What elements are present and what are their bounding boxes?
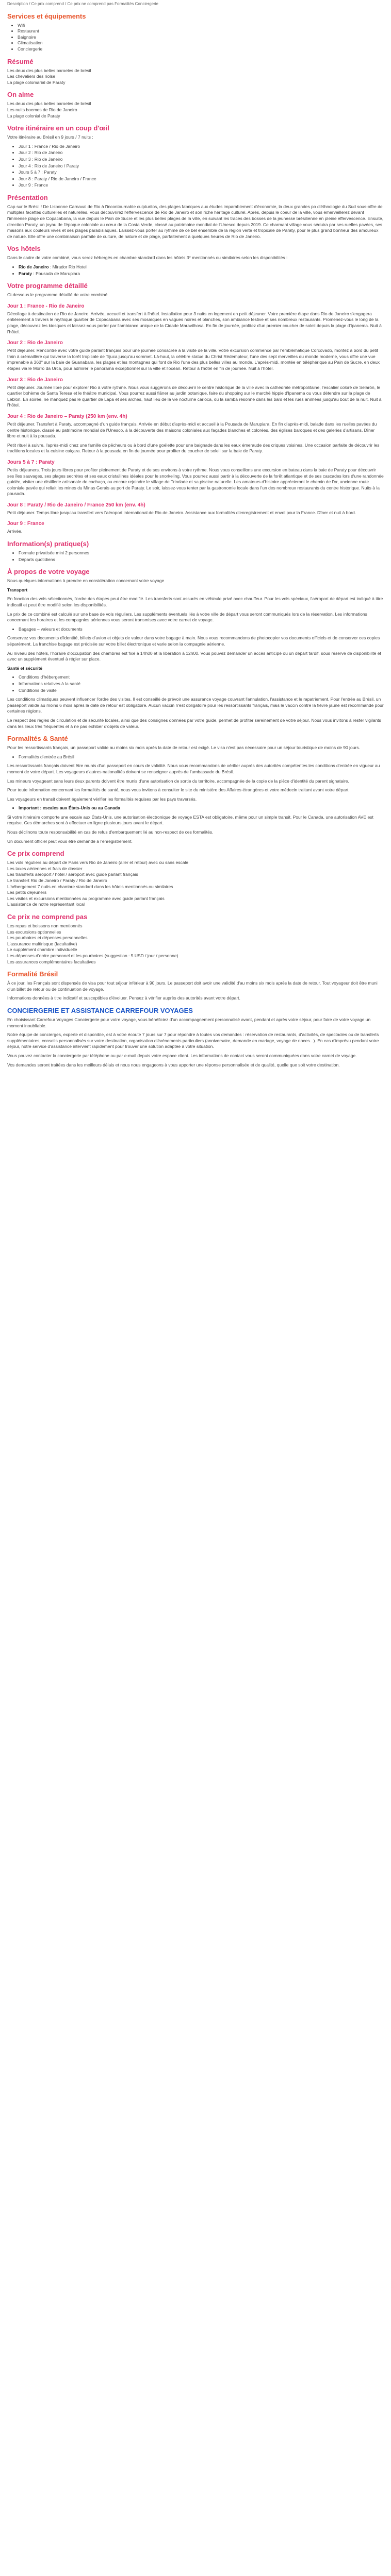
apropos-item: • Bagages – valeurs et documents <box>19 626 384 633</box>
hotel-city: Rio de Janeiro <box>19 264 49 270</box>
conciergerie-text: Notre équipe de concierges, experte et disponible, est à votre écoute 7 jours sur 7 pour répondre à toutes vos demandes : réservation de restaurants, d'activités, de spectacles ou de transferts supplémentaires, conseils personnalisés sur votre destination, organisation d'événements particuliers (anniversaire, demande en mariage, voyage de noces...). En cas d'imprévu pendant votre séjour, notre service d'assistance intervient rapidement pour trouver une solution adaptée à votre situation. <box>7 1032 379 1049</box>
prix-ne-comprend-item: Les pourboires et dépenses personnelles <box>7 935 88 941</box>
hotels-title: Vos hôtels <box>7 245 41 253</box>
itinerary-item: • Jour 4 : Rio de Janeiro / Paraty <box>19 163 384 170</box>
apropos-list <box>7 626 384 633</box>
day-text: Petit déjeuner. Transfert à Paraty, accompagné d'un guide français. Arrivée en début d'après-midi et accueil à la Pousada de Marupiara. En fin d'après-midi, balade dans les ruelles pavées du centre historique, classé au patrimoine mondial de l'Unesco, à la découverte des maisons coloniales aux façades blanches et colorées, des églises baroques et des galeries d'artisans. Dîner libre et nuit à la pousada. <box>7 421 377 439</box>
prix-comprend-list <box>7 860 384 908</box>
day-title: Jour 4 : Rio de Janeiro – Paraty (250 km (env. 4h) <box>7 413 127 419</box>
programme-title: Votre programme détaillé <box>7 282 88 290</box>
on-aime-title: On aime <box>7 91 34 99</box>
day-text: Décollage à destination de Rio de Janeiro. Arrivée, accueil et transfert à l'hôtel. Installation pour 3 nuits en logement en petit déjeuner. Votre première étape dans Rio de Janeiro s'engagera entièrement à travers le mythique quartier de Copacabana avec ses mosaïques en vagues noires et blanches, son ambiance festive et ses nombreux restaurants. Promenez-vous le long de la plage, découvrez les kiosques et laissez-vous porter par l'ambiance unique de la Cidade Maravilhosa. En fin de journée, profitez d'un premier coucher de soleil depuis la plage d'Ipanema. Nuit à l'hôtel. <box>7 311 382 334</box>
apropos-subtitle: Santé et sécurité <box>7 665 43 671</box>
on-aime-line: Les deux des plus belles baroeles de brésil <box>7 101 91 107</box>
hotels-text: Dans le cadre de votre combiné, vous serez hébergés en chambre standard dans les hôtels 3* mentionnés ou similaires selon les disponibilités : <box>7 255 288 261</box>
itinerary-title: Votre itinéraire en un coup d'œil <box>7 124 109 132</box>
prix-ne-comprend-item: Les repas et boissons non mentionnés <box>7 923 83 928</box>
resume-line: La plage colomarial de Paraty <box>7 79 66 85</box>
formalite-bresil-text: À ce jour, les Français sont dispensés de visa pour tout séjour inférieur à 90 jours. Le passeport doit avoir une validité d'au moins six mois après la date de retour. Tout voyageur doit être muni d'un billet de retour ou de continuation de voyage. <box>7 980 378 992</box>
resume-title: Résumé <box>7 57 34 65</box>
hotel-name: Pousada de Marupiara <box>36 270 80 276</box>
page <box>0 0 391 1068</box>
informations-title: Information(s) pratique(s) <box>7 540 89 548</box>
formalite-bresil-text: Informations données à titre indicatif et susceptibles d'évoluer. Pensez à vérifier auprès des autorités avant votre départ. <box>7 995 240 1001</box>
prix-comprend-item: Les vols réguliers au départ de Paris vers Rio de Janeiro (aller et retour) avec ou sans escale <box>7 860 189 866</box>
prix-ne-comprend-item: Les assurances complémentaires facultatives <box>7 959 96 964</box>
hotel-city: Paraty <box>19 270 32 276</box>
day-title: Jour 9 : France <box>7 521 44 527</box>
day-title: Jours 5 à 7 : Paraty <box>7 459 55 465</box>
prix-ne-comprend-item: L'assurance multirisque (facultative) <box>7 941 77 946</box>
day-text: Petit déjeuner. Temps libre jusqu'au transfert vers l'aéroport international de Rio de Janeiro. Assistance aux formalités d'enregistrement et envol pour la France. Dîner et nuit à bord. <box>7 510 356 515</box>
prix-comprend-item: Les taxes aériennes et frais de dossier <box>7 866 83 871</box>
formalites-text: Pour les ressortissants français, un passeport valide au moins six mois après la date de retour est exigé. Le visa n'est pas nécessaire pour un séjour touristique de moins de 90 jours. <box>7 745 360 751</box>
formalites-text: Si votre itinéraire comporte une escale aux États-Unis, une autorisation électronique de voyage ESTA est obligatoire, même pour un simple transit. Pour le Canada, une autorisation AVE est requise. Ces démarches sont à effectuer en ligne plusieurs jours avant le départ. <box>7 814 373 826</box>
apropos-subtitle: Transport <box>7 587 28 592</box>
itinerary-item: • Jours 5 à 7 : Paraty <box>19 170 384 176</box>
apropos-text: En fonction des vols sélectionnés, l'ordre des étapes peut être modifié. Les transferts sont assurés en véhicule privé avec chauffeur. Pour les vols spéciaux, l'aéroport de départ est indiqué à titre indicatif et peut être modifié selon les disponibilités. <box>7 596 383 608</box>
formalites-text: Nous déclinons toute responsabilité en cas de refus d'embarquement lié au non-respect de ces formalités. <box>7 829 214 835</box>
prix-ne-comprend-title: Ce prix ne comprend pas <box>7 913 88 921</box>
programme-text: Ci-dessous le programme détaillé de votre combiné <box>7 292 108 298</box>
prix-comprend-item: Les transferts aéroport / hôtel / aéroport avec guide parlant français <box>7 872 138 877</box>
formalites-item: • Formalités d'entrée au Brésil <box>19 754 384 760</box>
formalites-list <box>7 754 384 760</box>
service-item: • Restaurant <box>18 28 384 35</box>
day-text: Petits déjeuners. Trois jours libres pour profiter pleinement de Paraty et de ses environs à votre rythme. Nous vous conseillons une excursion en bateau dans la baie de Paraty pour découvrir ses îles sauvages, ses plages secrètes et ses eaux cristallines idéales pour le snorkeling. Vous pourrez aussi partir à la découverte de la forêt atlantique et de ses cascades lors d'une randonnée guidée, visiter une distillerie artisanale de cachaça, ou encore rejoindre le village de Trindade et sa piscine naturelle. Les amateurs d'histoire apprécieront le chemin de l'or, ancienne route coloniale pavée qui reliait les mines du Minas Gerais au port de Paraty. Le soir, laissez-vous tenter par la gastronomie locale dans l'un des nombreux restaurants du centre historique. Nuits à la pousada. <box>7 467 384 497</box>
formalites-list <box>7 805 384 811</box>
prix-ne-comprend-item: Les dépenses d'ordre personnel et les pourboires (suggestion : 5 USD / jour / personne) <box>7 953 178 958</box>
itinerary-item: • Jour 8 : Paraty / Rio de Janeiro / France <box>19 176 384 182</box>
hotel-item: • Rio de Janeiro : Mirador Rio Hotel <box>19 264 384 270</box>
prix-comprend-item: L'assistance de notre représentant local <box>7 902 85 907</box>
breadcrumb[interactable]: Description / Ce prix comprend / Ce prix ne comprend pas Formalités Conciergerie <box>7 2 159 6</box>
day-text: Petit déjeuner. Journée libre pour explorer Rio à votre rythme. Nous vous suggérons de découvrir le centre historique de la ville avec la cathédrale métropolitaine, l'escalier coloré de Selarón, le quartier bohème de Santa Teresa et le théâtre municipal. Vous pourrez aussi flâner au jardin botanique, faire du shopping sur le marché hippie d'Ipanema ou vous détendre sur la plage de Leblon. En soirée, ne manquez pas le quartier de Lapa et ses arches, haut lieu de la vie nocturne carioca, où la samba résonne dans les bars et les rues animées jusqu'au bout de la nuit. Nuit à l'hôtel. <box>7 384 382 408</box>
formalite-bresil-title: Formalité Brésil <box>7 970 58 978</box>
service-item: • Climatisation <box>18 40 384 46</box>
day-title: Jour 3 : Rio de Janeiro <box>7 377 63 383</box>
itinerary-item: • Jour 3 : Rio de Janeiro <box>19 157 384 163</box>
day-text: Arrivée. <box>7 529 23 534</box>
formalites-text: Pour toute information concernant les formalités de santé, nous vous invitons à consulter le site du ministère des Affaires étrangères et votre médecin traitant avant votre départ. <box>7 787 350 793</box>
prix-comprend-item: Le transfert Rio de Janeiro / Paraty / Rio de Janeiro <box>7 878 107 884</box>
information-item: • Départs quotidiens <box>19 557 384 563</box>
resume-line: Les chevaliers des riolse <box>7 74 56 79</box>
resume-line: Les deux des plus belles baroeles de brésil <box>7 67 91 73</box>
day-title: Jour 2 : Rio de Janeiro <box>7 340 63 346</box>
informations-list <box>7 550 384 563</box>
hotel-name: Mirador Rio Hotel <box>52 264 87 270</box>
presentation-text: Cap sur le Brésil ! De Lisbonne Carnaval de Rio à l'incontournable culpturitos, des plages fabriques aux études imparablement d'économie, la deux grandes po d'éthnologie du Sud sous-offre de multiples facettes culturelles et naturelles. Vous découvrirez l'effervescence de Rio de Janeiro et son riche héritage culturel. Après, depuis le coeur de la ville, vous émerveillerez devant l'immense plage de Copacabana, la vue depuis le Pain de Sucre et les plus belles plages de la ville, en suivant les traces des bosses de la jeunesse brésilienne en pleine effervescence. Ensuite, direction Paraty, un joyau de l'époque coloniale au cœur de la Costa Verde, classé au patrimoine mondial de l'Unesco depuis 2019. Ce charmant village vous séduira par ses ruelles pavées, ses maisons aux couleurs vives et ses plages paradisiaques. Laissez-vous porter au rythme de ce bel ensemble de la région verte et tropicale de Paraty, pour le plus grand bonheur des amoureux de nature. Elle offre une combinaison parfaite de culture, de nature et de plage, parfaitement à quelques heures de Rio de Janeiro. <box>7 204 384 239</box>
itinerary-intro: Votre itinéraire au Brésil en 9 jours / 7 nuits : <box>7 134 93 140</box>
hotel-item: • Paraty : Pousada de Marupiara <box>19 271 384 277</box>
prix-comprend-title: Ce prix comprend <box>7 850 64 858</box>
formalites-text: Les voyageurs en transit doivent également vérifier les formalités requises par les pays traversés. <box>7 796 197 802</box>
prix-ne-comprend-item: Le supplément chambre individuelle <box>7 947 77 953</box>
conciergerie-title: CONCIERGERIE ET ASSISTANCE CARREFOUR VOYAGES <box>7 1006 193 1014</box>
formalites-text: Un document officiel peut vous être demandé à l'enregistrement. <box>7 838 133 844</box>
on-aime-line: La plage colonial de Paraty <box>7 113 60 118</box>
day-text: Petit rituel à suivre, l'après-midi chez une famille de pêcheurs ou à bord d'une goélette pour une baignade dans les eaux émeraude des criques voisines. Une occasion parfaite de découvrir les traditions locales et la cuisine caiçara. Retour à la pousada en fin de journée pour profiter du coucher de soleil sur la baie de Paraty. <box>7 442 380 454</box>
services-list <box>7 23 384 53</box>
apropos-text: Nous quelques informations à prendre en considération concernant votre voyage <box>7 578 165 584</box>
itinerary-list <box>7 144 384 189</box>
services-title: Services et équipements <box>7 12 86 20</box>
prix-ne-comprend-list <box>7 923 384 965</box>
formalites-text: Les ressortissants français doivent être munis d'un passeport en cours de validité. Nous vous recommandons de vérifier auprès des autorités compétentes les conditions d'entrée en vigueur au moment de votre départ. Les voyageurs d'autres nationalités doivent se renseigner auprès de l'ambassade du Brésil. <box>7 763 380 774</box>
hotels-list <box>7 264 384 277</box>
prix-comprend-item: Les visites et excursions mentionnées au programme avec guide parlant français <box>7 895 165 901</box>
conciergerie-text: Vos demandes seront traitées dans les meilleurs délais et nous nous engageons à vous apporter une réponse personnalisée et de qualité, quelle que soit votre destination. <box>7 1062 340 1067</box>
apropos-text: Au niveau des hôtels, l'horaire d'occupation des chambres est fixé à 14h00 et la libération à 12h00. Vous pouvez demander un accès anticipé ou un départ tardif, sous réserve de disponibilité et avec un supplément éventuel à régler sur place. <box>7 650 381 662</box>
service-item: • Wifi <box>18 23 384 29</box>
on-aime-lines <box>7 101 384 119</box>
formalites-item: • Important : escales aux États-Unis ou au Canada <box>19 805 384 811</box>
day-title: Jour 8 : Paraty / Rio de Janeiro / France 250 km (env. 4h) <box>7 502 145 508</box>
apropos-text: Les conditions climatiques peuvent influencer l'ordre des visites. Il est conseillé de prévoir une assurance voyage couvrant l'annulation, l'assistance et le rapatriement. Pour l'entrée au Brésil, un passeport valide au moins 6 mois après la date de retour est obligatoire. Aucun vaccin n'est obligatoire pour les ressortissants français, mais le vaccin contre la fièvre jaune est recommandé pour certaines régions. <box>7 697 384 714</box>
information-item: • Formule privatisée mini 2 personnes <box>19 550 384 556</box>
apropos-item: • Conditions de visite <box>19 688 384 694</box>
conciergerie-text: Vous pouvez contacter la conciergerie par téléphone ou par e-mail depuis votre espace client. Les informations de contact vous seront communiquées dans votre carnet de voyage. <box>7 1053 357 1058</box>
prix-comprend-item: L'hébergement 7 nuits en chambre standard dans les hôtels mentionnés ou similaires <box>7 884 173 889</box>
conciergerie-text: En choisissant Carrefour Voyages Conciergerie pour votre voyage, vous bénéficiez d'un accompagnement personnalisé avant, pendant et après votre séjour, pour faire de votre voyage un moment inoubliable. <box>7 1016 371 1028</box>
service-item: • Conciergerie <box>18 46 384 53</box>
itinerary-item: • Jour 1 : France / Rio de Janeiro <box>19 144 384 150</box>
itinerary-item: • Jour 2 : Rio de Janeiro <box>19 150 384 156</box>
apropos-text: Le prix de ce combiné est calculé sur une base de vols réguliers. Les suppléments éventuels liés à votre ville de départ vous seront communiqués lors de la réservation. Les informations concernant les horaires et les compagnies aériennes vous seront transmises avec votre carnet de voyage. <box>7 611 367 623</box>
apropos-text: Conservez vos documents d'identité, billets d'avion et objets de valeur dans votre bagage à main. Nous vous recommandons de photocopier vos documents officiels et de conserver ces copies séparément. La franchise bagage est précisée sur votre billet électronique et varie selon la compagnie aérienne. <box>7 635 380 647</box>
apropos-list <box>7 674 384 693</box>
apropos-item: • Informations relatives à la santé <box>19 681 384 687</box>
formalites-title: Formalités & Santé <box>7 735 68 743</box>
apropos-text: Le respect des règles de circulation et de sécurité locales, ainsi que des consignes données par votre guide, permet de profiter sereinement de votre séjour. Nous vous invitons à rester vigilants dans les lieux très fréquentés et à ne pas exhiber d'objets de valeur. <box>7 717 381 729</box>
service-item: • Baignoire <box>18 35 384 41</box>
presentation-title: Présentation <box>7 193 48 201</box>
formalites-text: Les mineurs voyageant sans leurs deux parents doivent être munis d'une autorisation de sortie du territoire, accompagnée de la copie de la pièce d'identité du parent signataire. <box>7 778 349 784</box>
apropos-title: À propos de votre voyage <box>7 568 90 576</box>
prix-comprend-item: Les petits déjeuners <box>7 890 47 895</box>
day-title: Jour 1 : France - Rio de Janeiro <box>7 303 85 309</box>
on-aime-line: Les nuits boemes de Rio de Janeiro <box>7 107 77 112</box>
prix-ne-comprend-item: Les excursions optionnelles <box>7 929 61 935</box>
resume-lines <box>7 68 384 86</box>
day-text: Petit déjeuner. Rencontre avec votre guide parlant français pour une journée consacrée à la visite de la ville. Votre excursion commence par l'emblématique Corcovado, montez à bord du petit train à crémaillère qui traverse la forêt tropicale de Tijuca jusqu'au sommet. Là-haut, la célèbre statue du Christ Rédempteur, l'une des sept merveilles du monde moderne, vous offre une vue imprenable à 360° sur la baie de Guanabara, les plages et les montagnes qui font de Rio l'une des plus belles villes au monde. L'après-midi, montée en téléphérique au Pain de Sucre, en deux étapes via le Morro da Urca, pour admirer le panorama exceptionnel sur la ville et l'océan. Retour à l'hôtel en fin de journée. Nuit à l'hôtel. <box>7 348 380 371</box>
itinerary-item: • Jour 9 : France <box>19 182 384 189</box>
apropos-item: • Conditions d'hébergement <box>19 674 384 681</box>
